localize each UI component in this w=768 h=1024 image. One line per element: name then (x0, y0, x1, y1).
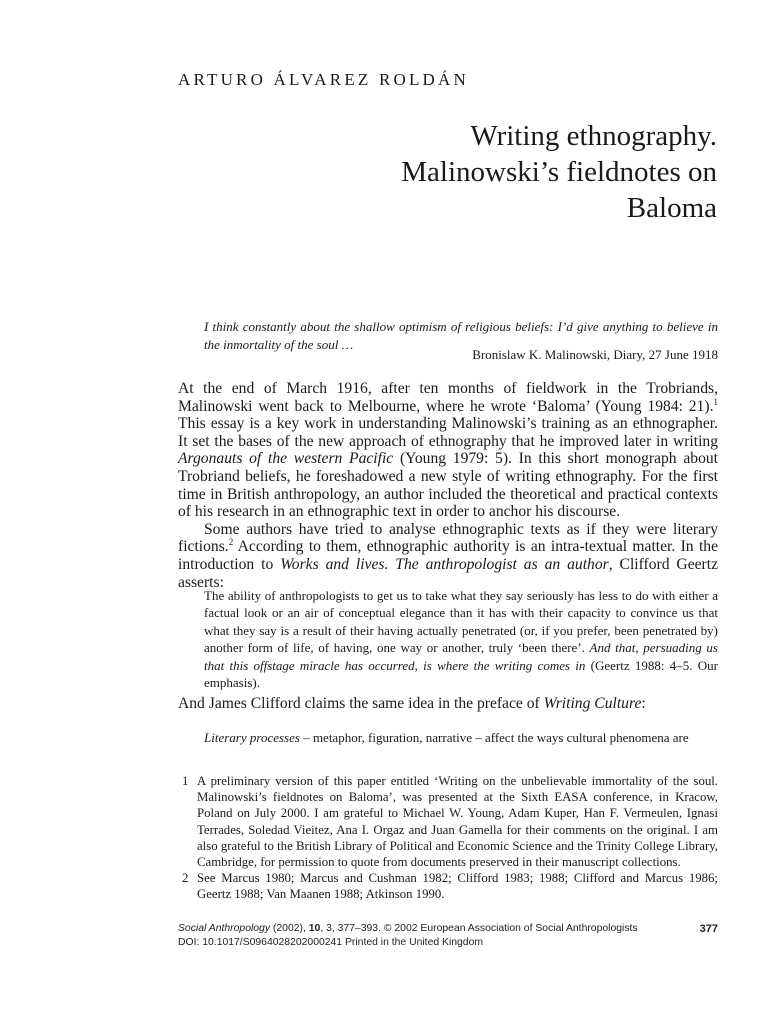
emphasis: And that, persuading us that this offstage miracle has occurred, is where the writing comes in (204, 640, 718, 673)
text-run: (2002), (270, 923, 309, 934)
block-quote (204, 587, 718, 691)
title-line: Writing ethnography. (470, 120, 717, 152)
page-number: 377 (699, 923, 718, 935)
body-text (178, 380, 718, 591)
article-title (300, 118, 717, 226)
book-title: Argonauts of the western Pacific (178, 450, 394, 468)
citation (178, 922, 638, 936)
paragraph (178, 521, 718, 591)
text-run: The ability of anthropologists to get us to take what they say seriously has less to do with either a factual look or an air of conceptual elegance than it has with their capacity to convince us that what they say is a result of their having actually penetrated (or, if you prefer, been penetrated by) another form of life, of having, one way or another, truly ‘been there’. (204, 588, 718, 656)
journal-name: Social Anthropology (178, 923, 271, 934)
emphasis: Literary processes (204, 730, 300, 745)
footnote-text: A preliminary version of this paper entitled ‘Writing on the unbelievable immortality of the soul. Malinowski’s fieldnotes on Baloma’, was presented at the Sixth EASA conference, in Kracow, Poland on July 2000. I am grateful to Michael W. Young, Adam Kuper, Han F. Vermeulen, Ignasi Terrades, Soledad Vieitez, Ana I. Orgaz and Juan Gamella for their comments on the original. I am also grateful to the British Library of Political and Economic Science and the Trinity College Library, Cambridge, for permission to quote from documents preserved in their manuscript collections. (197, 774, 718, 870)
text-run: – metaphor, figuration, narrative – affect the ways cultural phenomena are (299, 730, 689, 745)
footnote-number: 1 (182, 774, 189, 788)
paragraph (178, 380, 718, 521)
text-run: , Clifford Geertz asserts: (178, 555, 718, 591)
footnotes (178, 773, 718, 903)
footnote-number: 2 (182, 871, 189, 886)
block-quote (204, 729, 718, 747)
footnote (178, 870, 718, 902)
footnote (178, 773, 718, 870)
text-run: According to them, ethnographic authority is an intra-textual matter. In the introduction to (178, 538, 718, 573)
page-footer (178, 922, 718, 950)
title-line: Malinowski’s fieldnotes on (401, 156, 717, 188)
text-run: , 3, 377–393. © 2002 European Association of Social Anthropologists (320, 923, 638, 934)
epigraph-source: Bronislaw K. Malinowski, Diary, 27 June 1918 (472, 347, 718, 362)
footnote-ref[interactable]: 1 (713, 396, 718, 407)
text-run: (Geertz 1988: 4–5. Our emphasis). (204, 657, 718, 691)
text-run: And James Clifford claims the same idea in the preface of (178, 695, 544, 712)
text-run: (Young 1979: 5). In this short monograph about Trobriand beliefs, he foreshadowed a new style of writing ethnography. For the first time in British anthropology, an author included the theoretical and practical contexts of his research in an ethnographic text in order to anchor his discourse. (178, 450, 718, 521)
footnote-text: See Marcus 1980; Marcus and Cushman 1982; Clifford 1983; 1988; Clifford and Marcus 1986; Geertz 1988; Van Maanen 1988; Atkinson 1990. (197, 871, 718, 902)
author-name: ARTURO ÁLVAREZ ROLDÁN (178, 70, 469, 89)
book-title: Writing Culture (543, 695, 642, 712)
paragraph (178, 695, 718, 713)
doi-line: DOI: 10.1017/S0964028202000241 Printed in the United Kingdom (178, 937, 484, 948)
text-run: This essay is a key work in understanding Malinowski’s training as an ethnographer. It set the bases of the new approach of ethnography that he improved later in writing (178, 415, 718, 450)
title-line: Baloma (626, 192, 717, 224)
text-run: At the end of March 1916, after ten months of fieldwork in the Trobriands, Malinowski went back to Melbourne, where he wrote ‘Baloma’ (Young 1984: 21). (178, 380, 718, 415)
citation-line (178, 922, 718, 936)
text-run: Some authors have tried to analyse ethnographic texts as if they were literary fictions. (178, 520, 718, 556)
text-run: : (641, 695, 646, 712)
volume-number: 10 (308, 923, 321, 934)
book-title: Works and lives. The anthropologist as an author (280, 555, 609, 573)
epigraph-text: I think constantly about the shallow optimism of religious beliefs: I’d give anything to believe in the inmortality of the soul … (204, 319, 718, 352)
footnote-ref[interactable]: 2 (228, 537, 234, 548)
